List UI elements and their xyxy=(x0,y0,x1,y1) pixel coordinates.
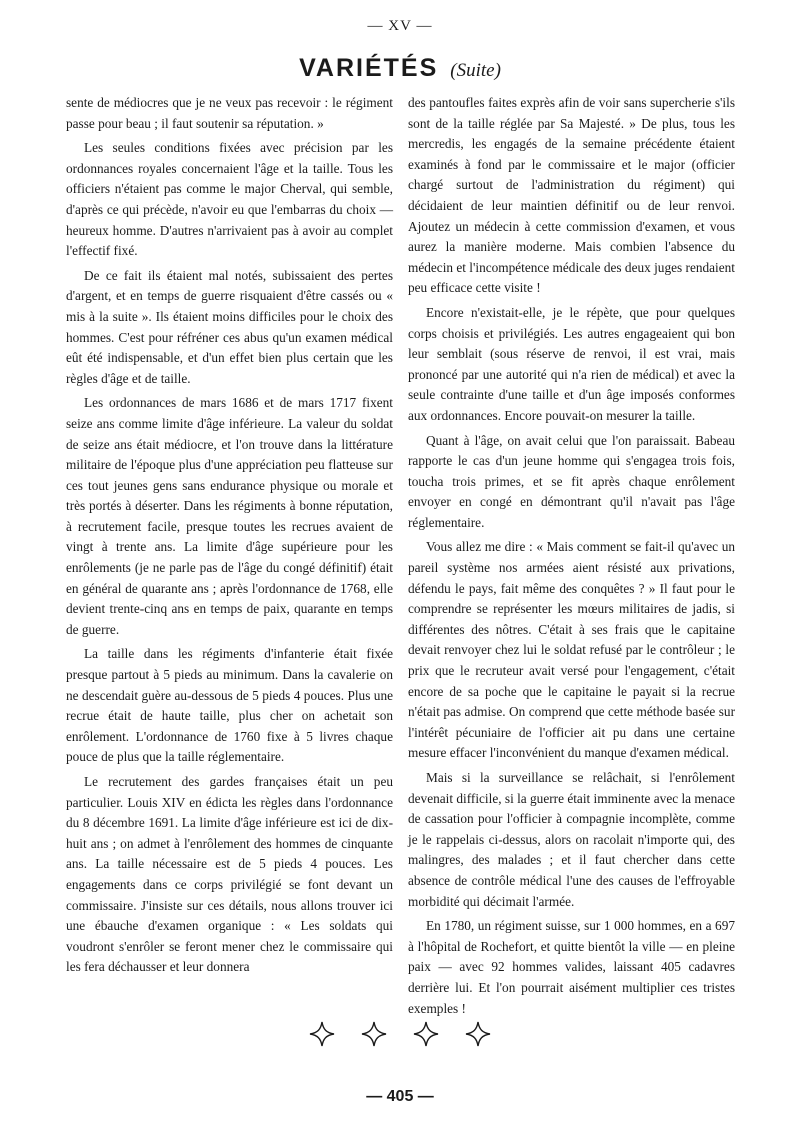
paragraph: Les ordonnances de mars 1686 et de mars 1717 fixent seize ans comme limite d'âge inférieure. La valeur du soldat de seize ans était médiocre, et l'on trouve dans la littérature militaire de l'époque plus d'une appréciation peu flatteuse sur ces tout jeunes gens sans endurance physique ou morale et très portés à déserter. Dans les régiments à bonne réputation, à recrutement facile, presque toutes les recrues avaient de vingt à trente ans. La limite d'âge supérieure pour les enrôlements (je ne parle pas de l'âge du congé définitif) était en général de quarante ans ; après l'ordonnance de 1768, elle devient trente-cinq ans en temps de paix, quarante en temps de guerre. xyxy=(66,395,393,637)
paragraph: Vous allez me dire : « Mais comment se fait-il qu'avec un pareil système nos armées aient résisté aux privations, défendu le pays, fait même des conquêtes ? » Il faut pour le comprendre se représenter les mœurs militaires de jadis, si différentes des nôtres. C'était à ses frais que le capitaine devait renvoyer chez lui le soldat refusé par le contrôleur ; le prix que le recruteur avait versé pour l'engagement, c'était encore de sa poche que le capitaine le payait si la recrue n'était pas admise. On comprend que cette méthode basée sur l'intérêt pécuniaire de l'officier ait pu dans une certaine mesure effacer l'inconvénient du manque d'examen médical. xyxy=(408,539,735,761)
paragraph: Quant à l'âge, on avait celui que l'on paraissait. Babeau rapporte le cas d'un jeune homme qui s'engagea trois fois, toucha trois primes, et se fit après chaque enrôlement envoyer en congé en démontrant qu'il n'avait pas l'âge réglementaire. xyxy=(408,432,735,530)
right-column xyxy=(408,93,735,1023)
left-column xyxy=(66,93,393,982)
paragraph: Encore n'existait-elle, je le répète, que pour quelques corps choisis et privilégiés. Les autres engageaient qui bon leur semblait (sous réserve de renvoi, il est vrai, mais prononcé par une autorité qui n'a rien de médical) et avec la seule contrainte d'une taille et d'un âge imposés conformes aux ordonnances. Encore pouvait-on mesurer la taille. xyxy=(408,304,735,423)
paragraph: En 1780, un régiment suisse, sur 1 000 hommes, en a 697 à l'hôpital de Rochefort, et quitte bientôt la ville — en pleine paix — avec 92 hommes valides, laissant 405 cadavres derrière lui. Et l'on pourrait aisément multiplier ces tristes exemples ! xyxy=(408,918,735,1016)
section-title xyxy=(0,54,800,86)
page-number: — 405 — xyxy=(366,1088,434,1105)
four-point-star-icon xyxy=(361,1021,387,1047)
paragraph: des pantoufles faites exprès afin de voir sans supercherie s'ils sont de la taille réglée par Sa Majesté. » De plus, tous les mercredis, les engagés de la semaine précédente étaient examinés à fond par le commissaire et le major (officier chargé surtout de l'administration du régiment) qui décidaient de leur maintien définitif ou de leur renvoi. Ajoutez un médecin à cette commission d'examen, et vous aurez la manière moderne. Mais combien l'absence du médecin et l'incompétence médicale des deux juges rendaient peu efficace cette visite ! xyxy=(408,95,735,296)
paragraph: Le recrutement des gardes françaises était un peu particulier. Louis XIV en édicta les règles dans l'ordonnance du 8 décembre 1691. La limite d'âge inférieure est ici de dix-huit ans ; on admet à l'enrôlement des hommes de cinquante ans. La taille nécessaire est de 5 pieds 4 pouces. Les engagements dans ce corps privilégié se font devant un commissaire. J'insiste sur ces détails, nous allons trouver ici une ébauche d'examen organique : « Les soldats qui voudront s'enrôler se feront mener chez le commissaire qui les fera déchausser et leur donnera xyxy=(66,774,393,975)
section-title-suite: (Suite) xyxy=(450,60,501,81)
paragraph: Les seules conditions fixées avec précision par les ordonnances royales concernaient l'âge et la taille. Tous les officiers n'étaient pas comme le major Cherval, qui semble, d'après ce qui précède, n'avoir eu que l'embarras du choix — heureux homme. D'autres n'arrivaient pas à avoir au complet l'effectif fixé. xyxy=(66,140,393,259)
ornament-row xyxy=(0,1021,800,1047)
four-point-star-icon xyxy=(465,1021,491,1047)
four-point-star-icon xyxy=(413,1021,439,1047)
section-title-main: VARIÉTÉS xyxy=(299,54,439,82)
paragraph: sente de médiocres que je ne veux pas recevoir : le régiment passe pour beau ; il faut soutenir sa réputation. » xyxy=(66,95,393,131)
paragraph: Mais si la surveillance se relâchait, si l'enrôlement devenait difficile, si la guerre était imminente avec la menace de cassation pour l'officier à compagnie incomplète, comme je le rappelais ci-dessus, alors on racolait n'importe qui, des malingres, des malades ; et il faut chercher dans cette absence de contrôle médical l'une des causes de l'effroyable morbidité qui décimait l'armée. xyxy=(408,770,735,909)
four-point-star-icon xyxy=(309,1021,335,1047)
running-head: — XV — xyxy=(367,18,433,34)
paragraph: La taille dans les régiments d'infanterie était fixée presque partout à 5 pieds au minimum. Dans la cavalerie on ne descendait guère au-dessous de 5 pieds 4 pouces. Plus une recrue était de haute taille, plus cher on achetait son enrôlement. L'ordonnance de 1760 fixe à 5 livres chaque pouce de plus que la taille réglementaire. xyxy=(66,646,393,765)
paragraph: De ce fait ils étaient mal notés, subissaient des pertes d'argent, et en temps de guerre risquaient d'être cassés ou « mis à la suite ». Ils étaient moins difficiles pour le choix des hommes. C'est pour réfréner ces abus qu'un examen médical eût été indispensable, et d'un effet bien plus certain que les règles d'âge et de taille. xyxy=(66,267,393,386)
